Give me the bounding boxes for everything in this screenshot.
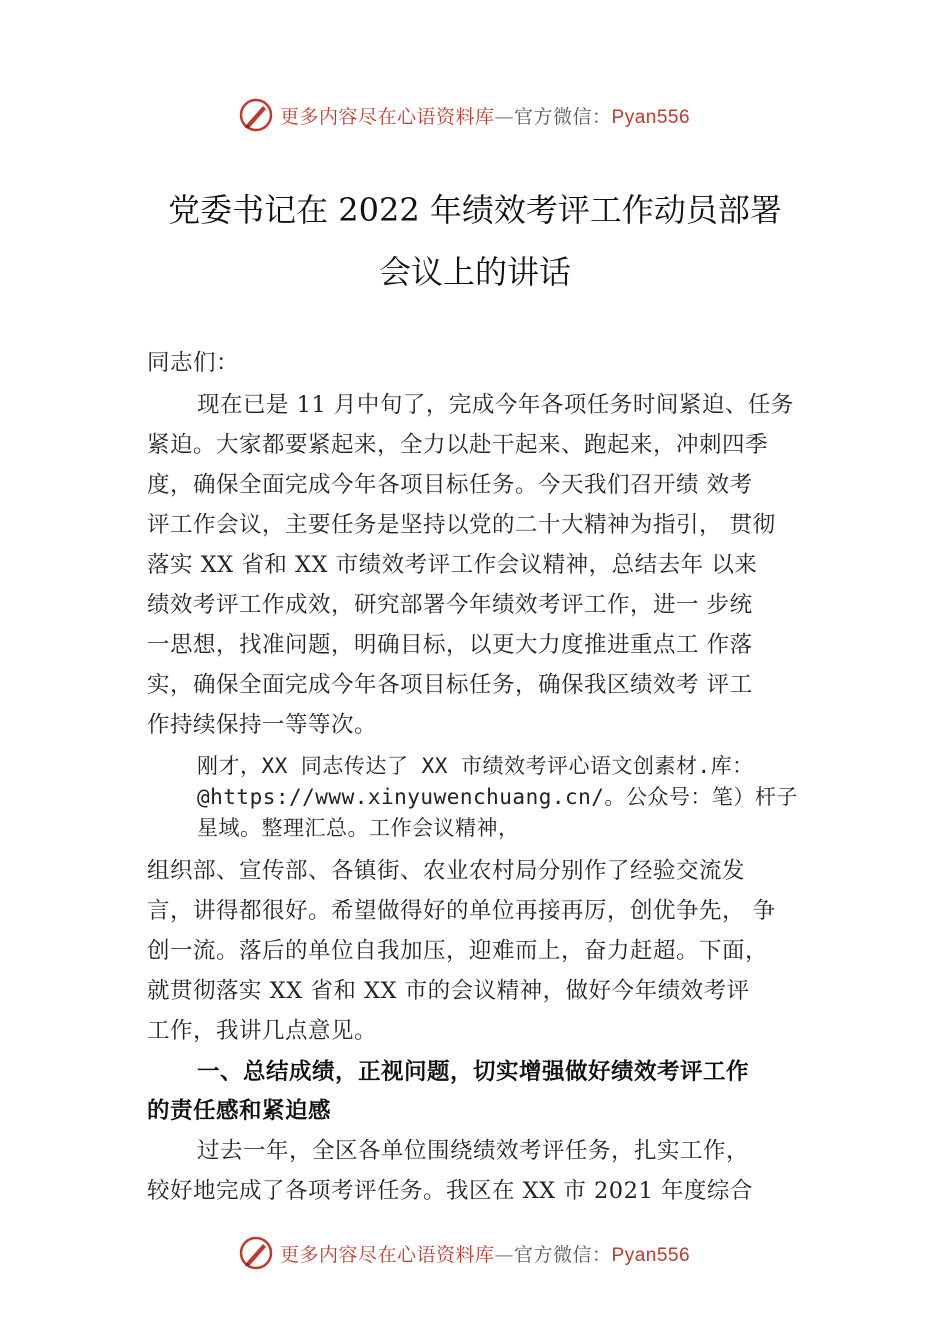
section-heading-1-cont: 的责任感和紧迫感 xyxy=(147,1098,332,1124)
banner-text: 更多内容尽在心语资料库—官方微信：Pyan556 xyxy=(280,105,691,128)
text-line: 工作，我讲几点意见。 xyxy=(147,1018,378,1044)
text-line: 一思想，找准问题，明确目标，以更大力度推进重点工 作落 xyxy=(147,632,753,658)
text-line: 现在已是 11 月中旬了，完成今年各项任务时间紧迫、任务 xyxy=(197,392,794,418)
pen-logo-icon xyxy=(238,97,274,133)
text-line: 星域。整理汇总。工作会议精神， xyxy=(197,816,520,840)
text-line: 实，确保全面完成今年各项目标任务，确保我区绩效考 评工 xyxy=(147,672,753,698)
text-line: 较好地完成了各项考评任务。我区在 XX 市 2021 年度综合 xyxy=(147,1178,753,1204)
text-line: 创一流。落后的单位自我加压，迎难而上，奋力赶超。下面， xyxy=(147,938,769,964)
text-line: 评工作会议，主要任务是坚持以党的二十大精神为指引， 贯彻 xyxy=(147,512,776,538)
text-line: 过去一年，全区各单位围绕绩效考评任务，扎实工作， xyxy=(197,1138,750,1164)
header-banner xyxy=(238,95,758,135)
text-line: 作持续保持一等等次。 xyxy=(147,712,378,738)
salutation: 同志们： xyxy=(147,350,240,376)
document-title-line1: 党委书记在 2022 年绩效考评工作动员部署 xyxy=(168,191,782,229)
footer-banner xyxy=(238,1233,758,1273)
text-line: 落实 XX 省和 XX 市绩效考评工作会议精神，总结去年 以来 xyxy=(147,552,758,578)
document-title-line2: 会议上的讲话 xyxy=(378,253,571,291)
text-line: 紧迫。大家都要紧起来，全力以赴干起来、跑起来，冲刺四季 xyxy=(147,432,769,458)
text-line: 绩效考评工作成效，研究部署今年绩效考评工作，进一 步统 xyxy=(147,592,753,618)
text-line: 言，讲得都很好。希望做得好的单位再接再厉，创优争先， 争 xyxy=(147,898,776,924)
text-line: 度，确保全面完成今年各项目标任务。今天我们召开绩 效考 xyxy=(147,472,753,498)
section-heading-1: 一、总结成绩，正视问题，切实增强做好绩效考评工作 xyxy=(197,1059,750,1085)
text-line: 组织部、宣传部、各镇街、农业农村局分别作了经验交流发 xyxy=(147,858,746,884)
text-line: 就贯彻落实 XX 省和 XX 市的会议精神，做好今年绩效考评 xyxy=(147,978,750,1004)
url-line: @https://www.xinyuwenchuang.cn/。公众号：笔）杆子 xyxy=(197,785,798,809)
pen-logo-icon xyxy=(238,1235,274,1271)
banner-text: 更多内容尽在心语资料库—官方微信：Pyan556 xyxy=(280,1243,691,1266)
text-line: 刚才，XX 同志传达了 XX 市绩效考评心语文创素材.库： xyxy=(197,754,754,778)
